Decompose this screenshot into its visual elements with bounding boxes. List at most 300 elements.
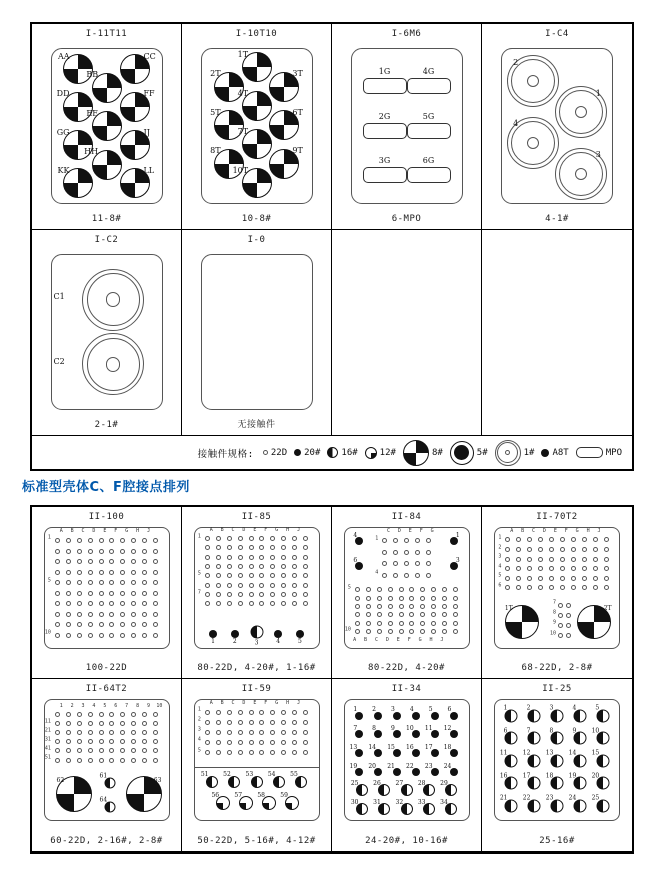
- grid-dot-cell: [256, 717, 267, 727]
- grid-dot-cell: [423, 547, 434, 558]
- contact-c16-21: [499, 794, 518, 812]
- contact-c8-FF: [120, 89, 155, 122]
- contact-22d-dot: [249, 740, 254, 745]
- contact-22d-dot: [442, 612, 447, 617]
- contact-22d-dot: [227, 720, 232, 725]
- contact-c16-1: [503, 704, 518, 722]
- contact-label: 6G: [422, 156, 435, 166]
- grid-dot-cell: [128, 756, 139, 765]
- grid-dot-cell: [139, 588, 150, 599]
- contact-22d-dot: [270, 564, 275, 569]
- contact-label: C2: [53, 356, 65, 366]
- grid-dot-cell: [52, 719, 63, 728]
- contact-22d-dot: [120, 739, 125, 744]
- legend-item-label: A8T: [552, 447, 569, 458]
- contact-22d-dot: [99, 721, 104, 726]
- grid-dot-cell: [439, 586, 450, 594]
- contact-22d-dot: [382, 550, 387, 555]
- grid-dot-cell: [590, 545, 601, 555]
- contact-glyph-c20: [231, 630, 239, 638]
- grid-dot-cell: [406, 586, 417, 594]
- grid-dot-cell: [557, 535, 568, 545]
- grid-dot-cell: [513, 554, 524, 564]
- grid-label: A: [209, 700, 213, 707]
- contact-label: 23: [424, 762, 433, 770]
- grid-dot-cell: [117, 588, 128, 599]
- grid-dot-cell: [128, 588, 139, 599]
- grid-dot-cell: [63, 719, 74, 728]
- contact-22d-dot: [55, 538, 60, 543]
- contact-22d-dot: [420, 596, 425, 601]
- grid-dot-cell: [300, 553, 311, 562]
- grid-label: A: [59, 528, 63, 535]
- contact-22d-dot: [453, 596, 458, 601]
- contact-c16-22: [522, 794, 541, 812]
- contact-c12-57: [234, 792, 253, 810]
- contact-label: 17: [522, 772, 531, 780]
- grid-dot-cell: [278, 599, 289, 608]
- contact-label: 8: [372, 725, 376, 733]
- grid-dot-cell: [85, 546, 96, 557]
- contact-22d-dot: [582, 557, 587, 562]
- contact-22d-dot: [292, 555, 297, 560]
- contact-label: 51: [200, 771, 209, 779]
- contact-label: 10: [406, 725, 414, 733]
- grid-dot-cell: [278, 727, 289, 737]
- grid-dot-cell: [213, 737, 224, 747]
- grid-dot-cell: [450, 586, 461, 594]
- contact-c16-28: [417, 779, 435, 796]
- contact-22d-dot: [227, 601, 232, 606]
- grid-dot-cell: [289, 599, 300, 608]
- contact-label: 7: [526, 727, 531, 735]
- grid-dot-cell: [128, 599, 139, 610]
- contact-22d-dot: [142, 612, 147, 617]
- contact-c20-17: [424, 743, 439, 757]
- contact-22d-dot: [431, 587, 436, 592]
- contact-22d-dot: [560, 576, 565, 581]
- grid-dot-cell: [396, 619, 407, 627]
- grid-dot-cell: [52, 746, 63, 755]
- contact-glyph-mpo: [363, 167, 407, 183]
- contact-label: 29: [440, 779, 448, 787]
- contact-22d-dot: [77, 712, 82, 717]
- contact-22d-dot: [431, 621, 436, 626]
- contact-22d-dot: [281, 545, 286, 550]
- grid-label: 11: [44, 718, 51, 725]
- contact-label: 18: [545, 772, 554, 780]
- contact-22d-dot: [88, 739, 93, 744]
- contact-22d-dot: [420, 629, 425, 634]
- grid-dot-cell: [224, 553, 235, 562]
- contact-22d-dot: [88, 758, 93, 763]
- grid-label: 1: [47, 534, 51, 541]
- grid-dot-cell: [278, 571, 289, 580]
- grid-dot-cell: [256, 580, 267, 589]
- contact-22d-dot: [355, 587, 360, 592]
- insert-title: II-100: [88, 512, 125, 522]
- contact-22d-dot: [216, 545, 221, 550]
- grid-dot-cell: [601, 535, 612, 545]
- contact-c16-51: [200, 771, 218, 788]
- contact-22d-dot: [109, 739, 114, 744]
- insert-cell-II-34: [332, 679, 482, 851]
- grid-dot-cell: [412, 547, 423, 558]
- contact-label: 3: [254, 639, 259, 647]
- grid-dot-cell: [423, 569, 434, 580]
- contact-label: 22: [406, 762, 414, 770]
- contact-label: 21: [387, 762, 395, 770]
- contact-22d-dot: [109, 591, 114, 596]
- grid-dot-cell: [289, 717, 300, 727]
- grid-dot-cell: [406, 619, 417, 627]
- grid-label: G: [418, 636, 422, 643]
- grid-dot-cell: [557, 545, 568, 555]
- grid-dot-cell: [564, 610, 571, 620]
- grid-dot-cell: [564, 600, 571, 610]
- insert-title: I-6M6: [391, 29, 422, 39]
- contact-c20-12: [443, 725, 458, 738]
- contact-22d-dot: [538, 557, 543, 562]
- grid-dot-cell: [106, 535, 117, 546]
- grid-dot-cell: [557, 574, 568, 584]
- grid-dot-cell: [235, 727, 246, 737]
- contact-22d-dot: [292, 545, 297, 550]
- contact-22d-dot: [426, 538, 431, 543]
- grid-label: D: [397, 528, 401, 535]
- contact-c8-CC: [120, 51, 156, 84]
- contact-22d-dot: [604, 585, 609, 590]
- contact-22d-dot: [249, 730, 254, 735]
- insert-face-II-85: [194, 527, 320, 649]
- contact-glyph-mpo: [407, 167, 451, 183]
- contact-22d-dot: [377, 596, 382, 601]
- contact-label: 7: [353, 725, 358, 733]
- contact-label: 12: [443, 725, 452, 733]
- contact-22d-dot: [131, 591, 136, 596]
- grid-dot-cell: [390, 535, 401, 546]
- contact-22d-dot: [366, 596, 371, 601]
- grid-dot-cell: [385, 611, 396, 619]
- contact-label: 26: [373, 779, 381, 787]
- contact-22d-dot: [303, 573, 308, 578]
- contact-c20-2: [372, 706, 382, 720]
- contact-22d-dot: [142, 549, 147, 554]
- grid-dot-cell: [278, 748, 289, 758]
- grid-dot-cell: [150, 609, 161, 620]
- contact-22d-dot: [77, 591, 82, 596]
- contact-label: 56: [211, 792, 220, 800]
- grid-dot-cell: [300, 562, 311, 571]
- grid-dot-cell: [524, 564, 535, 574]
- grid-dot-cell: [85, 630, 96, 641]
- grid-dot-cell: [300, 717, 311, 727]
- grid-dot-cell: [278, 580, 289, 589]
- contact-22d-dot: [270, 720, 275, 725]
- contact-c8-10T: [232, 165, 272, 198]
- contact-label: GG: [56, 127, 70, 137]
- contact-22d-dot: [77, 549, 82, 554]
- grid-dot-cell: [139, 567, 150, 578]
- grid-dot-cell: [117, 535, 128, 546]
- grid-dot-cell: [557, 610, 564, 620]
- grid-dot-cell: [128, 719, 139, 728]
- grid-dot-cell: [235, 707, 246, 717]
- contact-mpo-4G: [407, 67, 451, 94]
- contact-c20-20: [368, 762, 382, 776]
- grid-label: E: [253, 700, 257, 707]
- grid-dot-cell: [385, 586, 396, 594]
- insert-face-I-C4: [501, 48, 613, 204]
- contact-22d-dot: [77, 730, 82, 735]
- contact-glyph-c1: [82, 333, 144, 395]
- contact-glyph-c1: [495, 440, 521, 466]
- grid-dot-cell: [246, 599, 257, 608]
- contact-22d-dot: [99, 712, 104, 717]
- grid-dot-cell: [139, 756, 150, 765]
- contact-22d-dot: [238, 601, 243, 606]
- grid-dot-cell: [235, 553, 246, 562]
- grid-dot-cell: [150, 588, 161, 599]
- grid-dot-cell: [390, 558, 401, 569]
- contact-22d-dot: [560, 566, 565, 571]
- grid-dot-cell: [85, 599, 96, 610]
- grid-dot-cell: [423, 535, 434, 546]
- contact-22d-dot: [88, 721, 93, 726]
- contact-c16-5: [595, 704, 609, 722]
- grid-dot-cell: [96, 728, 107, 737]
- grid-dot-cell: [52, 728, 63, 737]
- grid-label: D: [242, 527, 246, 533]
- grid-dot-cell: [63, 737, 74, 746]
- contact-22d-dot: [415, 538, 420, 543]
- contact-label: 17: [424, 743, 433, 751]
- contact-22d-dot: [66, 730, 71, 735]
- contact-22d-dot: [549, 547, 554, 552]
- grid-dot-cell: [256, 562, 267, 571]
- grid-dot-cell: [406, 628, 417, 636]
- contact-22d-dot: [55, 580, 60, 585]
- grid-dot-cell: [535, 564, 546, 574]
- legend-item-label: 12#: [379, 447, 396, 458]
- contact-label: 2T: [210, 69, 221, 79]
- grid-dot-cell: [428, 602, 439, 610]
- contact-22d-dot: [142, 730, 147, 735]
- grid-label: 6: [114, 702, 118, 709]
- grid-dot-cell: [256, 543, 267, 552]
- contact-22d-dot: [109, 712, 114, 717]
- contact-label: 34: [440, 798, 448, 806]
- contact-22d-dot: [142, 559, 147, 564]
- grid-dot-cell: [74, 737, 85, 746]
- contact-c8-63: [126, 776, 162, 812]
- contact-22d-dot: [55, 559, 60, 564]
- contact-22d-dot: [66, 591, 71, 596]
- contact-22d-dot: [131, 758, 136, 763]
- contact-22d-dot: [270, 740, 275, 745]
- grid-dot-cell: [267, 580, 278, 589]
- grid-dot-cell: [224, 590, 235, 599]
- contact-c20-18: [443, 743, 458, 757]
- contact-c16-13: [545, 749, 564, 767]
- contact-22d-dot: [582, 585, 587, 590]
- contact-22d-dot: [238, 710, 243, 715]
- contact-c16-10: [591, 727, 609, 745]
- contact-c8-2T: [577, 605, 611, 639]
- grid-dot-cell: [379, 535, 390, 546]
- grid-dot-cell: [224, 727, 235, 737]
- grid-label: 1: [59, 702, 63, 709]
- grid-label: G: [430, 528, 434, 535]
- insert-title: II-85: [241, 512, 272, 522]
- contact-22d-dot: [431, 596, 436, 601]
- contact-c20-8: [372, 725, 382, 738]
- grid-label: 1: [197, 706, 201, 713]
- grid-label: 5: [197, 570, 201, 577]
- grid-dot-cell: [401, 535, 412, 546]
- contact-22d-dot: [238, 555, 243, 560]
- contact-22d-dot: [216, 573, 221, 578]
- contact-22d-dot: [227, 710, 232, 715]
- contact-c20-4: [409, 706, 420, 720]
- insert-title: I-C2: [94, 235, 119, 245]
- contact-22d-dot: [355, 629, 360, 634]
- contact-22d-dot: [453, 621, 458, 626]
- contact-22d-dot: [88, 612, 93, 617]
- contact-22d-dot: [153, 601, 158, 606]
- grid-dot-cell: [63, 546, 74, 557]
- grid-label: 7: [552, 599, 556, 606]
- contact-c20-2: [231, 630, 239, 645]
- grid-dot-cell: [96, 756, 107, 765]
- grid-dot-cell: [278, 707, 289, 717]
- contact-glyph-c5: [450, 441, 474, 465]
- grid-dot-cell: [352, 586, 363, 594]
- contact-label: BB: [86, 70, 99, 80]
- grid-dot-cell: [139, 737, 150, 746]
- grid-dot-cell: [557, 554, 568, 564]
- contact-22d-dot: [505, 576, 510, 581]
- contact-c8-9T: [269, 146, 303, 179]
- grid-dot-cell: [385, 594, 396, 602]
- grid-dot-cell: [85, 620, 96, 631]
- grid-dot-cell: [246, 534, 257, 543]
- grid-label: 3: [197, 726, 201, 733]
- contact-c16-23: [545, 794, 564, 812]
- grid-dot-cell: [289, 737, 300, 747]
- grid-dot-cell: [150, 546, 161, 557]
- grid-dot-cell: [401, 558, 412, 569]
- grid-label: G: [275, 527, 279, 533]
- grid-dot-cell: [502, 535, 513, 545]
- contact-22d-dot: [270, 710, 275, 715]
- contact-label: 2: [372, 706, 376, 714]
- contact-label: 25: [350, 779, 359, 787]
- grid-dot-cell: [139, 556, 150, 567]
- contact-22d-dot: [66, 580, 71, 585]
- grid-dot-cell: [213, 599, 224, 608]
- contact-22d-dot: [377, 621, 382, 626]
- legend-item-label: 20#: [304, 447, 321, 458]
- contact-22d-dot: [249, 573, 254, 578]
- contact-22d-dot: [281, 592, 286, 597]
- contact-22d-dot: [404, 561, 409, 566]
- grid-dot-cell: [524, 583, 535, 593]
- grid-dot-cell: [117, 577, 128, 588]
- grid-dot-cell: [85, 535, 96, 546]
- grid-dot-cell: [85, 609, 96, 620]
- contact-22d-dot: [88, 591, 93, 596]
- contact-mpo-3G: [363, 156, 407, 183]
- grid-dot-cell: [202, 562, 213, 571]
- contact-label: EE: [86, 108, 99, 118]
- contact-22d-dot: [527, 576, 532, 581]
- contact-22d-dot: [99, 622, 104, 627]
- contact-c8-1T: [237, 50, 272, 82]
- contact-22d-dot: [292, 601, 297, 606]
- insert-cell-I-10T10: [182, 24, 332, 230]
- grid-label: G: [125, 528, 129, 535]
- grid-dot-cell: [374, 619, 385, 627]
- contact-22d-dot: [442, 629, 447, 634]
- grid-dot-cell: [379, 558, 390, 569]
- grid-dot-cell: [202, 534, 213, 543]
- contact-c20-1: [450, 531, 460, 545]
- grid-dot-cell: [63, 567, 74, 578]
- grid-dot-cell: [406, 602, 417, 610]
- legend-item-1#: [495, 440, 535, 466]
- contact-label: 2: [232, 637, 237, 645]
- contact-22d-dot: [55, 721, 60, 726]
- contact-c1-2: [507, 55, 559, 107]
- contact-22d-dot: [109, 549, 114, 554]
- insert-cell-II-100: [32, 507, 182, 679]
- grid-dot-cell: [568, 583, 579, 593]
- grid-dot-cell: [202, 707, 213, 717]
- contact-22d-dot: [55, 570, 60, 575]
- grid-dot-cell: [85, 737, 96, 746]
- contact-22d-dot: [404, 550, 409, 555]
- grid-dot-cell: [117, 728, 128, 737]
- contact-label: 10: [591, 727, 600, 735]
- grid-label: 7: [125, 702, 129, 709]
- grid-dot-cell: [417, 586, 428, 594]
- contact-22d-dot: [366, 621, 371, 626]
- insert-caption: 25-16#: [539, 836, 575, 846]
- contact-c16-55: [290, 771, 307, 788]
- contact-22d-dot: [593, 547, 598, 552]
- contact-22d-dot: [420, 621, 425, 626]
- contact-c16-52: [223, 771, 240, 788]
- contact-c16-9: [572, 727, 586, 745]
- contact-22d-dot: [99, 580, 104, 585]
- contact-label: 5G: [422, 111, 435, 121]
- contact-22d-dot: [270, 592, 275, 597]
- grid-label: 2: [498, 544, 502, 551]
- contact-22d-dot: [303, 720, 308, 725]
- contact-label: 7T: [237, 127, 249, 137]
- insert-face-I-11T11: [51, 48, 163, 204]
- grid-dot-cell: [267, 562, 278, 571]
- contact-22d-dot: [227, 555, 232, 560]
- contact-22d-dot: [142, 748, 147, 753]
- contact-22d-dot: [66, 570, 71, 575]
- grid-label: A: [209, 527, 213, 533]
- contact-22d-dot: [153, 721, 158, 726]
- grid-dot-cell: [256, 534, 267, 543]
- contact-22d-dot: [409, 612, 414, 617]
- contact-22d-dot: [216, 750, 221, 755]
